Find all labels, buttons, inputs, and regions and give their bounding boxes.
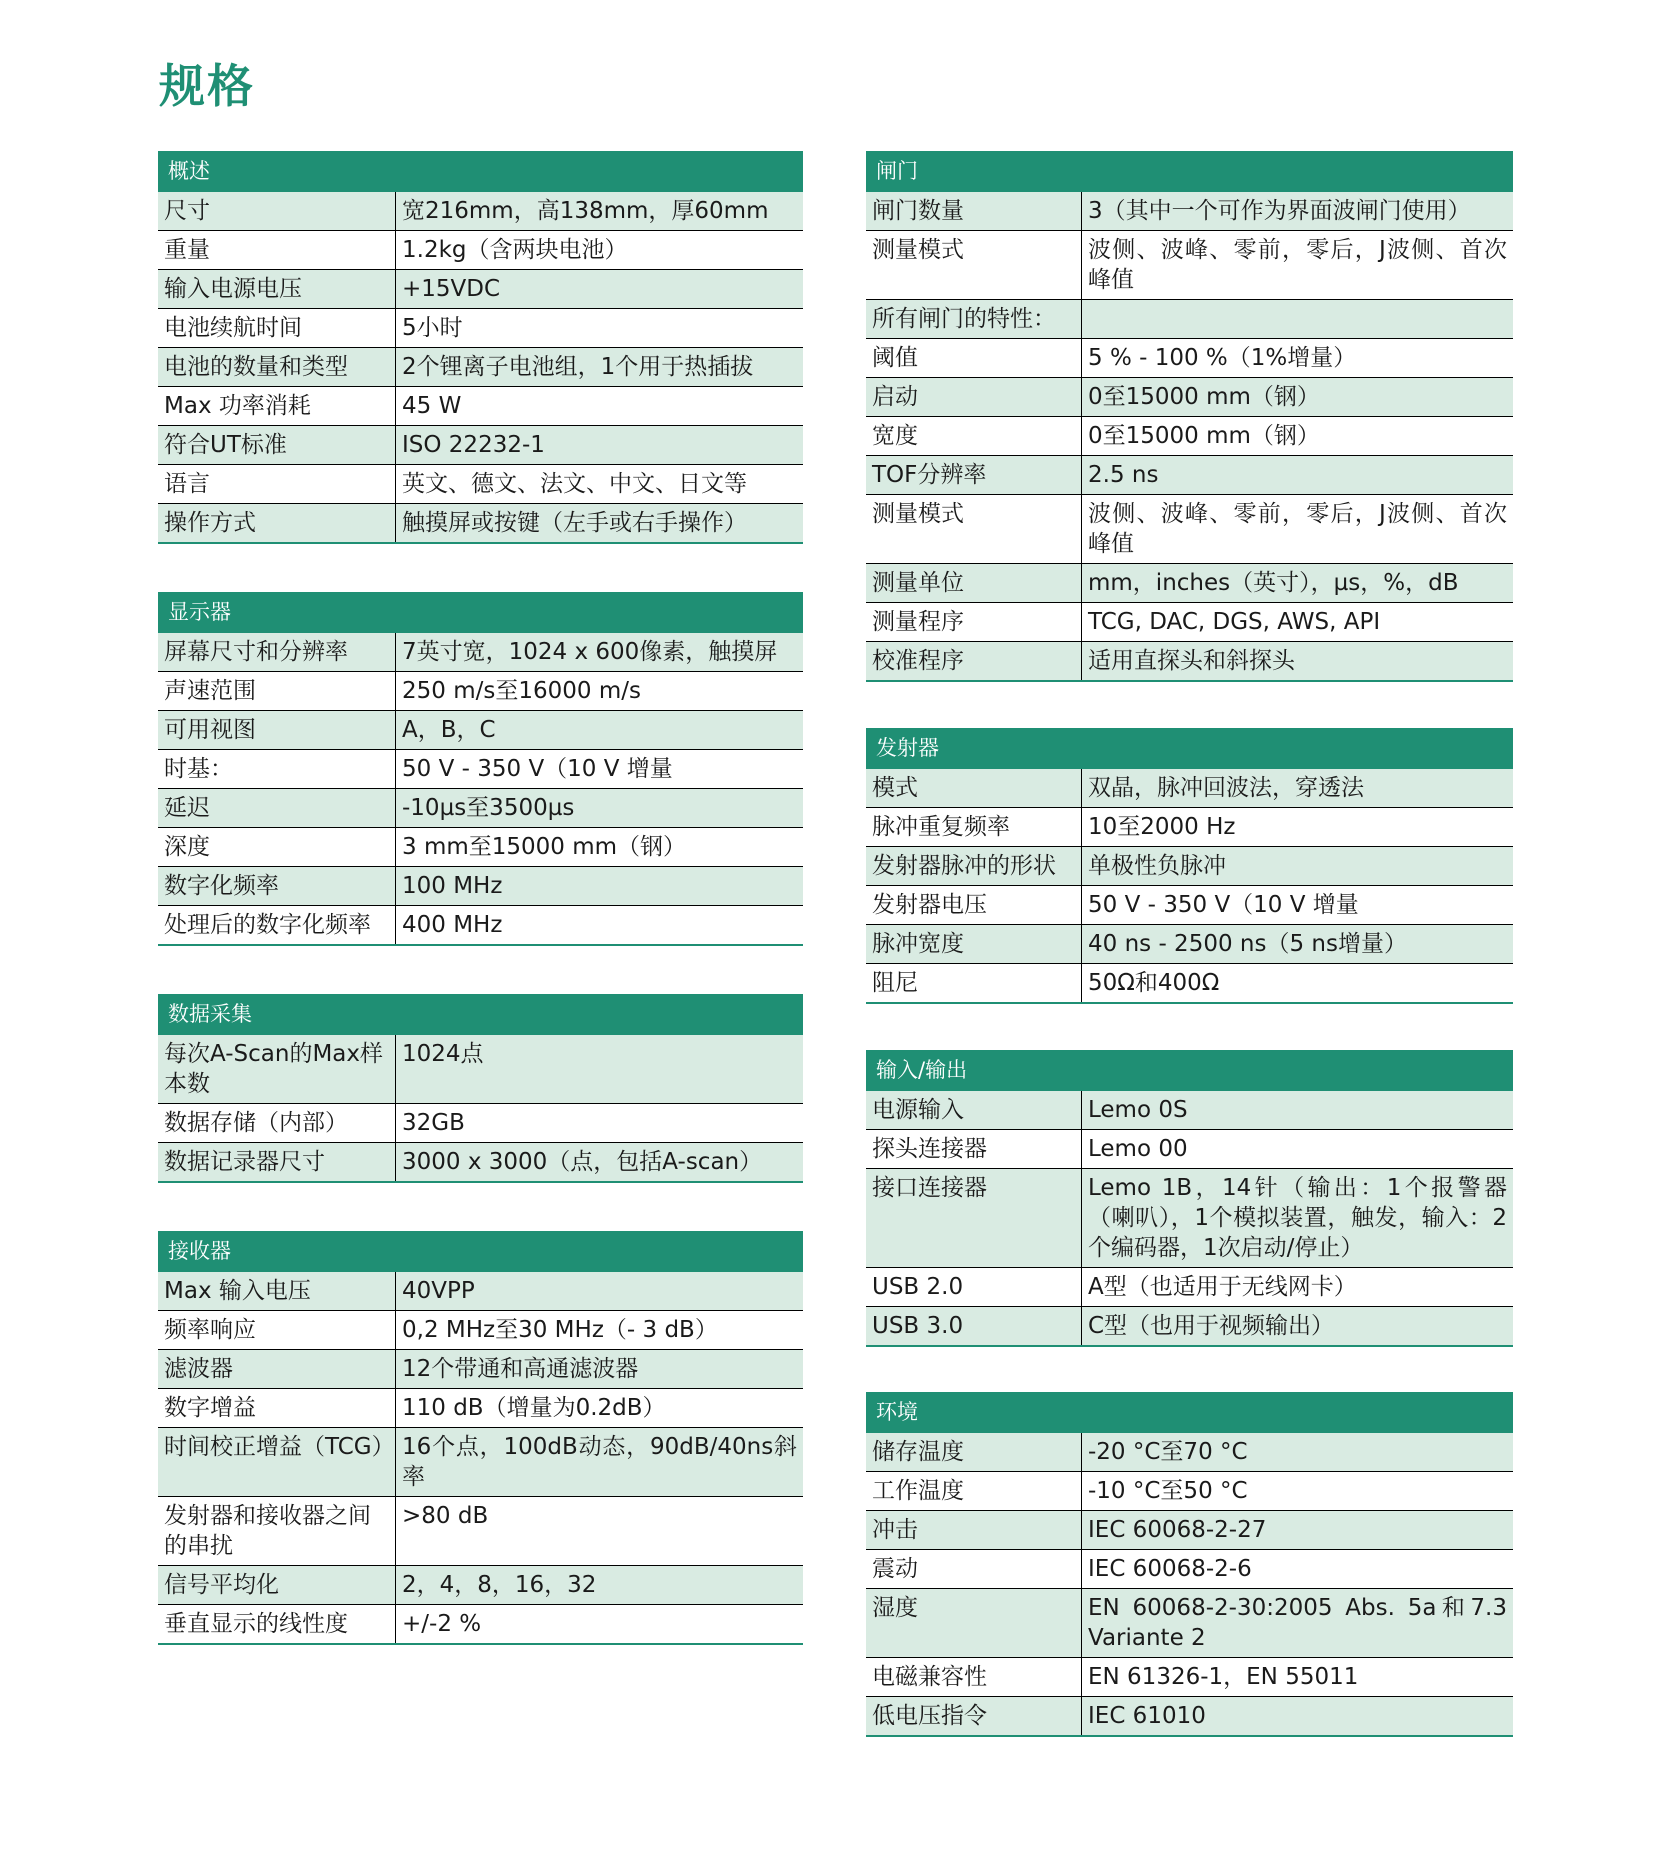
spec-value: IEC 60068-2-27 bbox=[1088, 1517, 1267, 1543]
spec-label: 湿度 bbox=[866, 1589, 1082, 1657]
right-column bbox=[866, 151, 1513, 1737]
spec-row bbox=[866, 1168, 1513, 1267]
spec-row bbox=[866, 563, 1513, 602]
spec-row bbox=[866, 494, 1513, 563]
spec-row bbox=[866, 1588, 1513, 1657]
spec-section-io bbox=[866, 1050, 1513, 1347]
spec-label: 时基： bbox=[158, 750, 396, 788]
spec-label: 阻尼 bbox=[866, 964, 1082, 1002]
spec-label: 发射器电压 bbox=[866, 886, 1082, 924]
spec-label: 模式 bbox=[866, 769, 1082, 807]
spec-table bbox=[866, 1433, 1513, 1735]
spec-row bbox=[158, 788, 803, 827]
spec-value: 50 V - 350 V（10 V 增量 bbox=[1088, 892, 1359, 918]
spec-row bbox=[866, 299, 1513, 338]
spec-label: TOF分辨率 bbox=[866, 456, 1082, 494]
section-heading: 数据采集 bbox=[158, 994, 803, 1035]
spec-row bbox=[158, 1349, 803, 1388]
spec-row bbox=[866, 807, 1513, 846]
spec-table bbox=[866, 769, 1513, 1002]
spec-label: 数据存储（内部） bbox=[158, 1104, 396, 1142]
spec-label: 垂直显示的线性度 bbox=[158, 1605, 396, 1643]
spec-label: 操作方式 bbox=[158, 504, 396, 542]
spec-label: 每次A-Scan的Max样本数 bbox=[158, 1035, 396, 1103]
spec-table bbox=[158, 1035, 803, 1181]
spec-row bbox=[158, 749, 803, 788]
spec-value: 400 MHz bbox=[402, 912, 503, 938]
spec-label: 延迟 bbox=[158, 789, 396, 827]
spec-section-data-acquisition bbox=[158, 994, 803, 1183]
spec-row bbox=[866, 1696, 1513, 1735]
spec-value: +15VDC bbox=[402, 276, 501, 302]
spec-value: 3000 x 3000（点，包括A-scan） bbox=[402, 1149, 763, 1175]
spec-label: USB 3.0 bbox=[866, 1307, 1082, 1345]
spec-value: TCG, DAC, DGS, AWS, API bbox=[1088, 609, 1381, 635]
spec-label: 启动 bbox=[866, 378, 1082, 416]
spec-row bbox=[866, 846, 1513, 885]
spec-value: -20 °C至70 °C bbox=[1088, 1439, 1248, 1465]
spec-value: 单极性负脉冲 bbox=[1088, 853, 1226, 879]
spec-row bbox=[158, 1427, 803, 1496]
spec-row bbox=[158, 633, 803, 671]
spec-table bbox=[158, 192, 803, 542]
section-heading: 环境 bbox=[866, 1392, 1513, 1433]
spec-value: C型（也用于视频输出） bbox=[1088, 1313, 1335, 1339]
spec-value: 3（其中一个可作为界面波闸门使用） bbox=[1088, 198, 1471, 224]
spec-section-transmitter bbox=[866, 728, 1513, 1004]
spec-value: 双晶，脉冲回波法，穿透法 bbox=[1088, 775, 1364, 801]
spec-value: 0至15000 mm（钢） bbox=[1088, 384, 1320, 410]
spec-label: 探头连接器 bbox=[866, 1130, 1082, 1168]
spec-value: EN 60068-2-30:2005 Abs. 5a和7.3 Variante 2 bbox=[1088, 1595, 1507, 1651]
spec-label: 处理后的数字化频率 bbox=[158, 906, 396, 944]
spec-row bbox=[158, 671, 803, 710]
spec-row bbox=[158, 905, 803, 944]
spec-label: 语言 bbox=[158, 465, 396, 503]
spec-row bbox=[866, 924, 1513, 963]
spec-table bbox=[866, 1091, 1513, 1345]
spec-label: Max 输入电压 bbox=[158, 1272, 396, 1310]
spec-label: 低电压指令 bbox=[866, 1697, 1082, 1735]
spec-value: A，B，C bbox=[402, 717, 496, 743]
spec-row bbox=[866, 885, 1513, 924]
spec-row bbox=[158, 866, 803, 905]
spec-value: -10µs至3500µs bbox=[402, 795, 575, 821]
spec-label: 测量模式 bbox=[866, 231, 1082, 299]
spec-value: 110 dB（增量为0.2dB） bbox=[402, 1395, 666, 1421]
spec-value: 宽216mm，高138mm，厚60mm bbox=[402, 198, 769, 224]
spec-value bbox=[1082, 300, 1513, 338]
spec-value: Lemo 00 bbox=[1088, 1136, 1188, 1162]
spec-label: 符合UT标准 bbox=[158, 426, 396, 464]
spec-value: 1.2kg（含两块电池） bbox=[402, 237, 628, 263]
spec-label: 脉冲宽度 bbox=[866, 925, 1082, 963]
spec-row bbox=[866, 1306, 1513, 1345]
spec-label: 电池的数量和类型 bbox=[158, 348, 396, 386]
spec-value: A型（也适用于无线网卡） bbox=[1088, 1274, 1357, 1300]
spec-row bbox=[866, 769, 1513, 807]
spec-section-overview bbox=[158, 151, 803, 544]
spec-section-display bbox=[158, 592, 803, 946]
spec-row bbox=[866, 641, 1513, 680]
spec-value: 波侧、波峰、零前，零后，J波侧、首次峰值 bbox=[1088, 501, 1507, 557]
spec-row bbox=[158, 308, 803, 347]
spec-value: 100 MHz bbox=[402, 873, 503, 899]
spec-row bbox=[866, 455, 1513, 494]
spec-label: 数字增益 bbox=[158, 1389, 396, 1427]
spec-value: mm，inches（英寸），µs，%，dB bbox=[1088, 570, 1459, 596]
spec-row bbox=[158, 1604, 803, 1643]
spec-value: 7英寸宽，1024 x 600像素，触摸屏 bbox=[402, 639, 778, 665]
spec-section-receiver bbox=[158, 1231, 803, 1645]
spec-table bbox=[158, 633, 803, 944]
spec-label: 电源输入 bbox=[866, 1091, 1082, 1129]
spec-label: 时间校正增益（TCG） bbox=[158, 1428, 396, 1496]
spec-label: 所有闸门的特性： bbox=[866, 300, 1082, 338]
spec-row bbox=[158, 1142, 803, 1181]
spec-value: 40VPP bbox=[402, 1278, 475, 1304]
spec-label: 接口连接器 bbox=[866, 1169, 1082, 1267]
spec-row bbox=[158, 464, 803, 503]
spec-row bbox=[158, 425, 803, 464]
section-heading: 输入/输出 bbox=[866, 1050, 1513, 1091]
spec-row bbox=[866, 230, 1513, 299]
page-title: 规格 bbox=[159, 59, 255, 113]
spec-row bbox=[866, 1129, 1513, 1168]
spec-label: 脉冲重复频率 bbox=[866, 808, 1082, 846]
spec-value: 2.5 ns bbox=[1088, 462, 1159, 488]
spec-value: IEC 60068-2-6 bbox=[1088, 1556, 1252, 1582]
left-column bbox=[158, 151, 803, 1645]
spec-row bbox=[158, 347, 803, 386]
spec-value: 波侧、波峰、零前，零后，J波侧、首次峰值 bbox=[1088, 237, 1507, 293]
spec-row bbox=[158, 1496, 803, 1565]
spec-row bbox=[866, 1267, 1513, 1306]
spec-row bbox=[158, 1103, 803, 1142]
spec-value: 1024点 bbox=[402, 1041, 484, 1067]
spec-label: 宽度 bbox=[866, 417, 1082, 455]
spec-value: 50Ω和400Ω bbox=[1088, 970, 1220, 996]
spec-value: 5小时 bbox=[402, 315, 463, 341]
spec-label: 信号平均化 bbox=[158, 1566, 396, 1604]
spec-row bbox=[158, 1310, 803, 1349]
spec-label: 电磁兼容性 bbox=[866, 1658, 1082, 1696]
spec-value: IEC 61010 bbox=[1088, 1703, 1206, 1729]
spec-value: 触摸屏或按键（左手或右手操作） bbox=[402, 510, 747, 536]
spec-row bbox=[158, 1272, 803, 1310]
spec-row bbox=[158, 827, 803, 866]
spec-label: 电池续航时间 bbox=[158, 309, 396, 347]
spec-label: 工作温度 bbox=[866, 1472, 1082, 1510]
spec-value: 2个锂离子电池组，1个用于热插拔 bbox=[402, 354, 754, 380]
spec-label: 深度 bbox=[158, 828, 396, 866]
spec-row bbox=[866, 192, 1513, 230]
section-heading: 显示器 bbox=[158, 592, 803, 633]
spec-label: 屏幕尺寸和分辨率 bbox=[158, 633, 396, 671]
spec-label: 测量单位 bbox=[866, 564, 1082, 602]
spec-row bbox=[866, 338, 1513, 377]
spec-value: 10至2000 Hz bbox=[1088, 814, 1236, 840]
spec-row bbox=[158, 192, 803, 230]
spec-row bbox=[866, 1549, 1513, 1588]
spec-label: 测量模式 bbox=[866, 495, 1082, 563]
spec-row bbox=[866, 1471, 1513, 1510]
spec-row bbox=[158, 503, 803, 542]
spec-value: ISO 22232-1 bbox=[402, 432, 545, 458]
spec-row bbox=[866, 1510, 1513, 1549]
spec-value: 40 ns - 2500 ns（5 ns增量） bbox=[1088, 931, 1407, 957]
spec-row bbox=[866, 963, 1513, 1002]
spec-row bbox=[158, 386, 803, 425]
spec-value: 32GB bbox=[402, 1110, 465, 1136]
section-heading: 闸门 bbox=[866, 151, 1513, 192]
spec-label: 数据记录器尺寸 bbox=[158, 1143, 396, 1181]
spec-row bbox=[866, 1433, 1513, 1471]
spec-label: 滤波器 bbox=[158, 1350, 396, 1388]
spec-row bbox=[158, 710, 803, 749]
spec-value: Lemo 0S bbox=[1088, 1097, 1188, 1123]
spec-row bbox=[158, 1388, 803, 1427]
spec-value: 50 V - 350 V（10 V 增量 bbox=[402, 756, 673, 782]
spec-label: USB 2.0 bbox=[866, 1268, 1082, 1306]
spec-value: 16个点，100dB动态，90dB/40ns斜率 bbox=[402, 1434, 797, 1490]
spec-label: 重量 bbox=[158, 231, 396, 269]
spec-value: >80 dB bbox=[402, 1503, 489, 1529]
spec-label: 储存温度 bbox=[866, 1433, 1082, 1471]
spec-value: 12个带通和高通滤波器 bbox=[402, 1356, 639, 1382]
spec-value: 0,2 MHz至30 MHz（- 3 dB） bbox=[402, 1317, 718, 1343]
spec-label: 数字化频率 bbox=[158, 867, 396, 905]
spec-value: 45 W bbox=[402, 393, 462, 419]
spec-value: 250 m/s至16000 m/s bbox=[402, 678, 641, 704]
spec-value: 2，4，8，16，32 bbox=[402, 1572, 597, 1598]
spec-row bbox=[158, 269, 803, 308]
spec-value: 0至15000 mm（钢） bbox=[1088, 423, 1320, 449]
spec-row bbox=[866, 602, 1513, 641]
spec-label: 测量程序 bbox=[866, 603, 1082, 641]
spec-label: 声速范围 bbox=[158, 672, 396, 710]
spec-label: 输入电源电压 bbox=[158, 270, 396, 308]
spec-value: +/-2 % bbox=[402, 1611, 482, 1637]
section-heading: 发射器 bbox=[866, 728, 1513, 769]
spec-row bbox=[866, 1657, 1513, 1696]
spec-label: 闸门数量 bbox=[866, 192, 1082, 230]
spec-value: EN 61326-1，EN 55011 bbox=[1088, 1664, 1359, 1690]
section-heading: 概述 bbox=[158, 151, 803, 192]
spec-table bbox=[158, 1272, 803, 1643]
spec-row bbox=[158, 1035, 803, 1103]
spec-label: 阈值 bbox=[866, 339, 1082, 377]
spec-value: 5 % - 100 %（1%增量） bbox=[1088, 345, 1357, 371]
spec-row bbox=[866, 1091, 1513, 1129]
spec-label: 可用视图 bbox=[158, 711, 396, 749]
spec-section-environment bbox=[866, 1392, 1513, 1737]
spec-row bbox=[866, 416, 1513, 455]
spec-row bbox=[158, 1565, 803, 1604]
spec-value: -10 °C至50 °C bbox=[1088, 1478, 1248, 1504]
spec-label: 发射器脉冲的形状 bbox=[866, 847, 1082, 885]
spec-row bbox=[158, 230, 803, 269]
spec-label: 频率响应 bbox=[158, 1311, 396, 1349]
spec-section-gates bbox=[866, 151, 1513, 682]
spec-label: 校准程序 bbox=[866, 642, 1082, 680]
spec-table bbox=[866, 192, 1513, 680]
spec-label: 尺寸 bbox=[158, 192, 396, 230]
spec-label: Max 功率消耗 bbox=[158, 387, 396, 425]
spec-label: 发射器和接收器之间的串扰 bbox=[158, 1497, 396, 1565]
spec-label: 冲击 bbox=[866, 1511, 1082, 1549]
spec-row bbox=[866, 377, 1513, 416]
section-heading: 接收器 bbox=[158, 1231, 803, 1272]
spec-value: 适用直探头和斜探头 bbox=[1088, 648, 1295, 674]
spec-value: 3 mm至15000 mm（钢） bbox=[402, 834, 687, 860]
spec-label: 震动 bbox=[866, 1550, 1082, 1588]
spec-value: Lemo 1B，14针（输出：1个报警器（喇叭），1个模拟装置，触发，输入：2个编码器，1次启动/停止） bbox=[1088, 1175, 1507, 1261]
spec-value: 英文、德文、法文、中文、日文等 bbox=[402, 471, 747, 497]
